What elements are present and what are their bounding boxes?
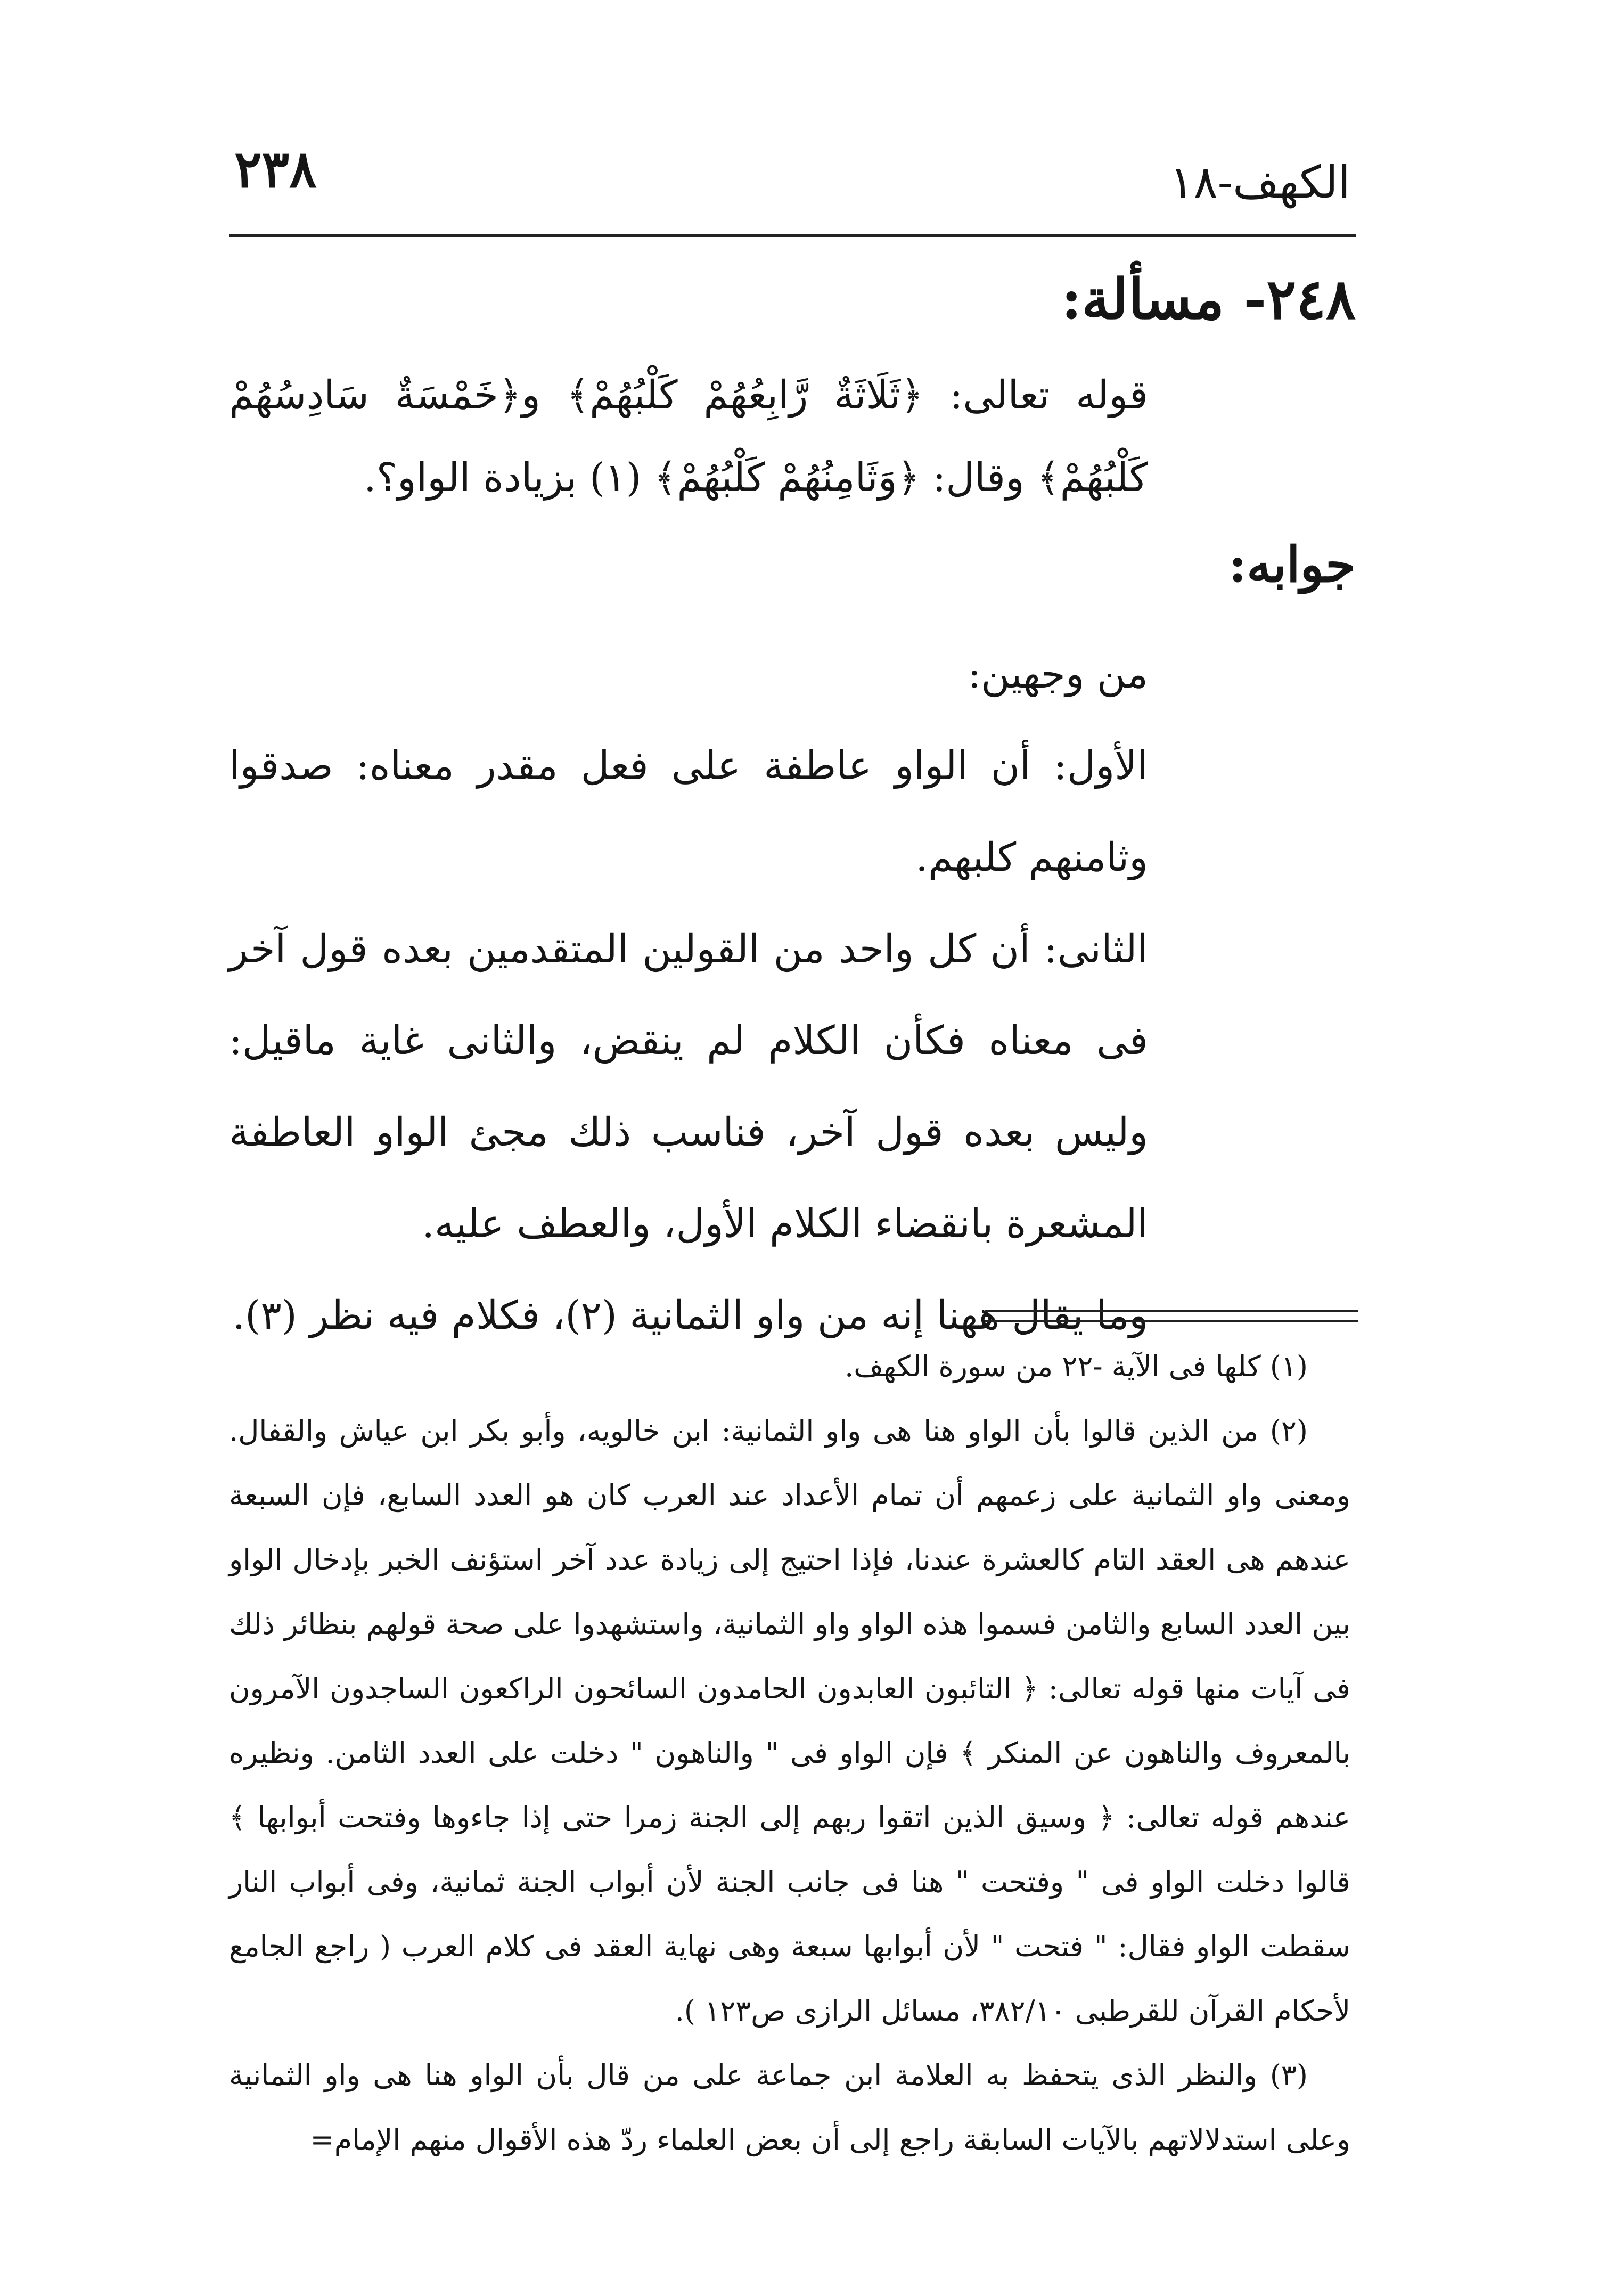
- header-divider: [229, 234, 1356, 237]
- running-title: الكهف-١٨: [1169, 156, 1350, 208]
- question-heading: ٢٤٨- مسألة:: [1061, 266, 1356, 332]
- footnote-1: (١) كلها فى الآية -٢٢ من سورة الكهف.: [845, 1350, 1308, 1383]
- answer-paragraph: من وجهين:: [968, 651, 1148, 697]
- answer-paragraph: الأول: أن الواو عاطفة على فعل مقدر معناه: صدقوا وثامنهم كلبهم.: [229, 743, 1148, 880]
- footnote-3: (٣) والنظر الذى يتحفظ به العلامة ابن جماعة على من قال بأن الواو هنا هى واو الثمانية وعلى استدلالاتهم بالآيات السابقة راجع إلى أن بعض العلماء ردّ هذه الأقوال منهم الإمام=: [229, 2058, 1350, 2156]
- answer-heading: جوابه:: [1228, 536, 1356, 593]
- question-text: قوله تعالى: ﴿ثَلَاثَةٌ رَّابِعُهُمْ كَلْبُهُمْ﴾ و﴿خَمْسَةٌ سَادِسُهُمْ كَلْبُهُمْ﴾ وقال: ﴿وَثَامِنُهُمْ كَلْبُهُمْ﴾ (١) بزيادة الواو؟.: [229, 372, 1149, 501]
- answer-paragraph: وما يقال ههنا إنه من واو الثمانية (٢)، فكلام فيه نظر (٣).: [232, 1293, 1148, 1338]
- footnote-divider: [985, 1310, 1358, 1312]
- footnote-divider: [985, 1320, 1358, 1322]
- footnotes: [229, 1334, 1350, 2172]
- answer-body: [229, 628, 1148, 1361]
- page-number: ٢٣٨: [234, 139, 317, 199]
- answer-paragraph: الثانى: أن كل واحد من القولين المتقدمين بعده قول آخر فى معناه فكأن الكلام لم ينقض، والثانى غاية ماقيل: وليس بعده قول آخر، فناسب ذلك مجئ الواو العاطفة المشعرة بانقضاء الكلام الأول، والعطف عليه.: [229, 926, 1148, 1247]
- footnote-2: (٢) من الذين قالوا بأن الواو هنا هى واو الثمانية: ابن خالويه، وأبو بكر ابن عياش والقفال. ومعنى واو الثمانية على زعمهم أن تمام الأعداد عند العرب كان هو العدد السابع، فإن السبعة عندهم هى العقد التام كالعشرة عندنا، فإذا احتيج إلى زيادة عدد آخر استؤنف الخبر بإدخال الواو بين العدد السابع والثامن فسموا هذه الواو واو الثمانية، واستشهدوا على صحة قولهم بنظائر ذلك فى آيات منها قوله تعالى: ﴿ التائبون العابدون الحامدون السائحون الراكعون الساجدون الآمرون بالمعروف والناهون عن المنكر ﴾ فإن الواو فى " والناهون " دخلت على العدد الثامن. ونظيره عندهم قوله تعالى: ﴿ وسيق الذين اتقوا ربهم إلى الجنة زمرا حتى إذا جاءوها وفتحت أبوابها ﴾ قالوا دخلت الواو فى " وفتحت " هنا فى جانب الجنة لأن أبواب الجنة ثمانية، وفى أبواب النار سقطت الواو فقال: " فتحت " لأن أبوابها سبعة وهى نهاية العقد فى كلام العرب ( راجع الجامع لأحكام القرآن للقرطبى ٣٨٢/١٠، مسائل الرازى ص١٢٣ ).: [229, 1414, 1350, 2028]
